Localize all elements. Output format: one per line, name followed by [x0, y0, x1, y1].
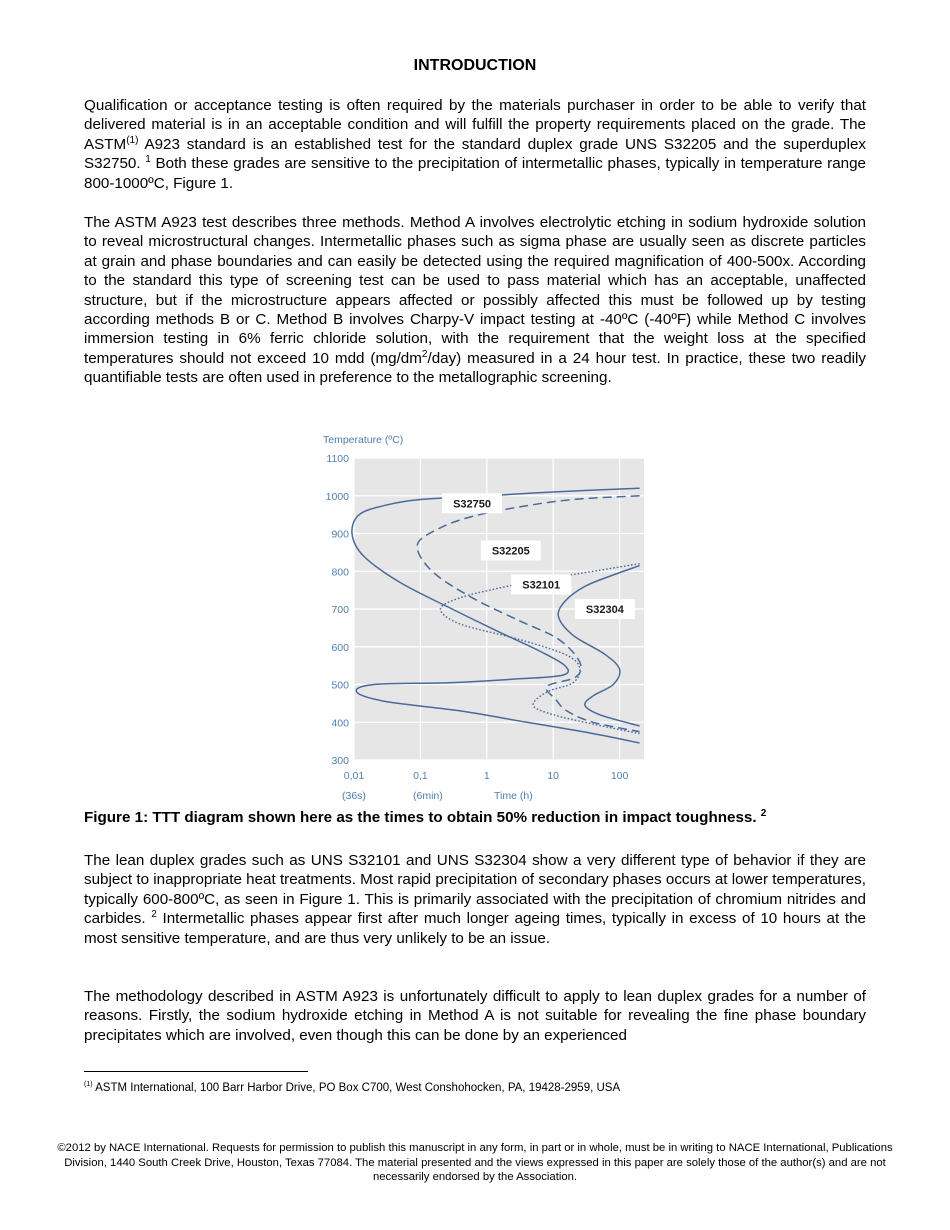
curve-label-s32205 [481, 540, 541, 560]
footnote: $^{(1)}$ ASTM International, 100 Barr Harbor Drive, PO Box C700, West Conshohocken, PA, 19428-2959, USA [84, 1081, 621, 1094]
x-tick-label: 1 [483, 770, 490, 782]
curve-label-s32101 [511, 574, 571, 594]
y-tick-label: 800 [331, 566, 349, 579]
curve-label-s32750 [442, 493, 502, 513]
curve-label-text: S32205 [491, 545, 530, 558]
x-tick-label: 10 [547, 770, 560, 782]
curve-label-s32304 [575, 599, 635, 619]
y-tick-label: 400 [331, 717, 349, 730]
paragraph-lean-duplex: The lean duplex grades such as UNS S32101 and UNS S32304 show a very different type of behavior if they are subject to inappropriate heat treatments. Most rapid precipitation of secondary phases occurs at lower temperatures, typically 600-800ºC, as seen in Figure 1. This is primarily associated with the precipitation of chromium nitrides and carbides. $^2$ Intermetallic phases appear first after much longer ageing times, typically in excess of 10 hours at the most sensitive temperature, and are thus very unlikely to be an issue. [84, 852, 866, 947]
paragraph-astm-methods: The ASTM A923 test describes three methods. Method A involves electrolytic etching in sodium hydroxide solution to reveal microstructural changes. Intermetallic phases such as sigma phase are usually seen as discrete particles at grain and phase boundaries and can easily be detected using the required magnification of 400-500x. According to the standard this type of screening test can be used to pass material which has an acceptable, unaffected structure, but if the microstructure appears affected or possibly affected this must be followed up by testing according methods B or C. Method B involves Charpy-V impact testing at -40ºC (-40ºF) while Method C involves immersion testing in 6% ferric chloride solution, with the requirement that the weight loss at the specified temperatures should not exceed 10 mdd $(mg/dm^2/day)$ measured in a 24 hour test. In practice, these two readily quantifiable tests are often used in preference to the metallographic screening. [84, 214, 866, 387]
paragraph-qualification: Qualification or acceptance testing is often required by the materials purchaser in order to be able to verify that delivered material is in an acceptable condition and will fulfill the property requirements placed on the grade. The ASTM$^{(1)}$ A923 standard is an established test for the standard duplex grade UNS S32205 and the superduplex S32750. $^1$ Both these grades are sensitive to the precipitation of intermetallic phases, typically in temperature range 800-1000ºC, Figure 1. [84, 97, 866, 192]
footnote-divider [84, 1071, 308, 1072]
y-tick-label: 900 [331, 528, 349, 541]
y-tick-label: 700 [331, 604, 349, 616]
curve-label-text: S32101 [522, 579, 561, 592]
y-tick-label: 300 [331, 755, 349, 767]
y-tick-label: 1000 [325, 490, 349, 503]
sub-tick-6min: (6min) [413, 790, 443, 802]
y-axis-label: Temperature (ºC) [323, 434, 404, 446]
paragraph-methodology: The methodology described in ASTM A923 is unfortunately difficult to apply to lean duplex grades for a number of reasons. Firstly, the sodium hydroxide etching in Method A is not suitable for revealing the fine phase boundary precipitates which are involved, even though this can be done by an experienced [84, 988, 866, 1044]
y-tick-label: 500 [331, 679, 349, 692]
curve-label-text: S32304 [585, 604, 624, 616]
ttt-diagram [318, 427, 644, 805]
figure-caption: Figure 1: TTT diagram shown here as the times to obtain 50% reduction in impact toughness. $^2$ [84, 807, 767, 826]
curve-label-text: S32750 [453, 498, 492, 511]
x-tick-label: 0,01 [343, 770, 365, 782]
sub-tick-36s: (36s) [342, 790, 366, 802]
y-tick-label: 600 [331, 641, 349, 654]
y-tick-label: 1100 [326, 453, 349, 465]
x-axis-label: Time (h) [494, 790, 533, 802]
copyright-notice: ©2012 by NACE International. Requests for permission to publish this manuscript in any form, in part or in whole, must be in writing to NACE International, Publications Division, 1440 South Creek Drive, Houston, Texas 77084. The material presented and the views expressed in this paper are solely those of the author(s) and are not necessarily endorsed by the Association. [57, 1142, 893, 1183]
section-heading: INTRODUCTION [413, 57, 537, 74]
x-tick-label: 0,1 [413, 770, 428, 782]
x-tick-label: 100 [610, 770, 629, 782]
